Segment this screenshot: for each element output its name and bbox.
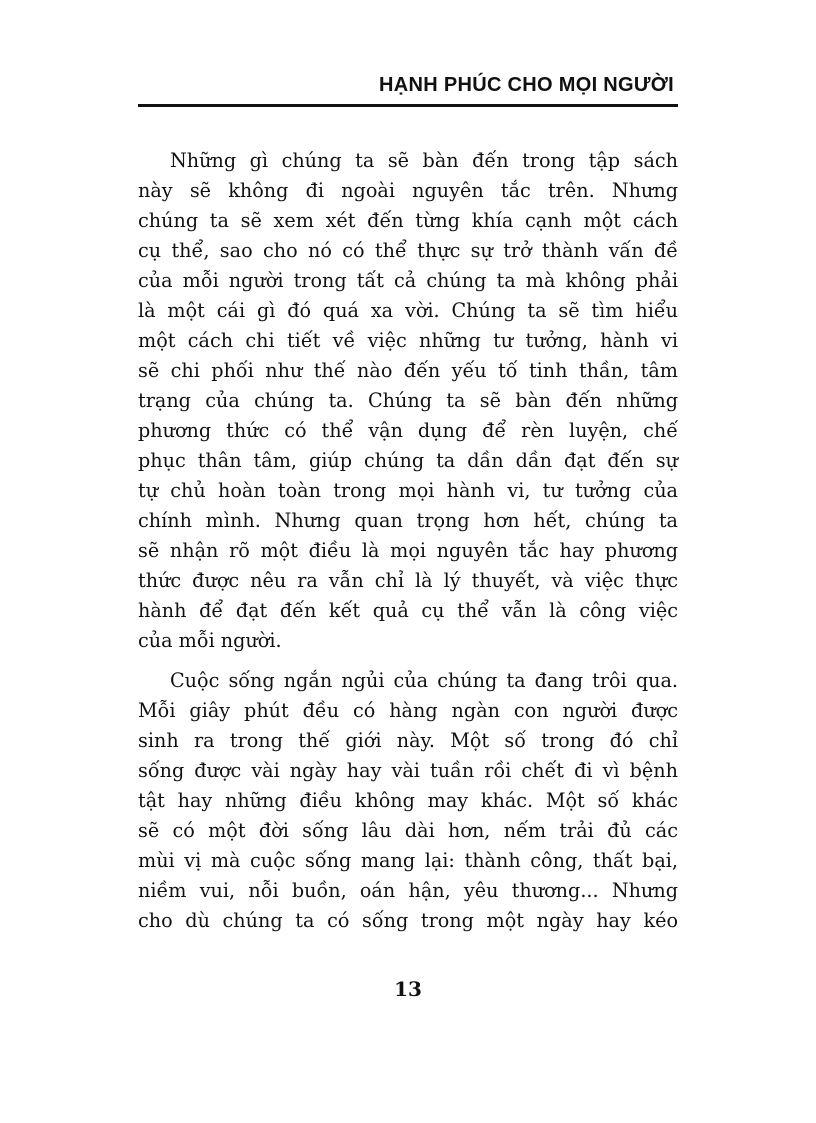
text-line: của mỗi người. <box>138 629 282 652</box>
text-line: chúng ta sẽ xem xét đến từng khía cạnh một cách <box>138 209 678 232</box>
text-line: mùi vị mà cuộc sống mang lại: thành công, thất bại, <box>138 849 678 872</box>
body-text <box>138 146 678 936</box>
text-line: sẽ có một đời sống lâu dài hơn, nếm trải đủ các <box>138 819 678 842</box>
text-line: tự chủ hoàn toàn trong mọi hành vi, tư tưởng của <box>138 479 678 502</box>
text-line: sinh ra trong thế giới này. Một số trong đó chỉ <box>138 729 678 752</box>
paragraph-1 <box>138 146 678 656</box>
text-line: hành để đạt đến kết quả cụ thể vẫn là công việc <box>138 599 678 622</box>
text-line: cho dù chúng ta có sống trong một ngày hay kéo <box>138 909 678 932</box>
paragraph-2 <box>138 666 678 936</box>
text-line: Mỗi giây phút đều có hàng ngàn con người được <box>138 699 678 722</box>
text-line: chính mình. Nhưng quan trọng hơn hết, chúng ta <box>138 509 678 532</box>
text-line: tật hay những điều không may khác. Một số khác <box>138 789 678 812</box>
text-line: phương thức có thể vận dụng để rèn luyện, chế <box>138 419 678 442</box>
text-line: là một cái gì đó quá xa vời. Chúng ta sẽ tìm hiểu <box>138 299 678 322</box>
running-header-title: HẠNH PHÚC CHO MỌI NGƯỜI <box>379 74 674 96</box>
text-line: niềm vui, nỗi buồn, oán hận, yêu thương... Nhưng <box>138 879 678 902</box>
text-line: của mỗi người trong tất cả chúng ta mà không phải <box>138 269 678 292</box>
text-line: này sẽ không đi ngoài nguyên tắc trên. Nhưng <box>138 179 678 202</box>
text-line: Những gì chúng ta sẽ bàn đến trong tập sách <box>170 149 678 172</box>
text-line: cụ thể, sao cho nó có thể thực sự trở thành vấn đề <box>138 239 678 262</box>
page-number: 13 <box>394 977 422 1001</box>
text-line: trạng của chúng ta. Chúng ta sẽ bàn đến những <box>138 389 678 412</box>
text-line: sống được vài ngày hay vài tuần rồi chết đi vì bệnh <box>138 759 678 782</box>
text-line: Cuộc sống ngắn ngủi của chúng ta đang trôi qua. <box>170 669 678 692</box>
text-line: phục thân tâm, giúp chúng ta dần dần đạt đến sự <box>138 449 678 472</box>
text-line: một cách chi tiết về việc những tư tưởng, hành vi <box>138 329 678 352</box>
text-line: thức được nêu ra vẫn chỉ là lý thuyết, và việc thực <box>138 569 678 592</box>
header-rule <box>138 104 678 107</box>
text-line: sẽ chi phối như thế nào đến yếu tố tinh thần, tâm <box>138 359 678 382</box>
text-line: sẽ nhận rõ một điều là mọi nguyên tắc hay phương <box>138 539 678 562</box>
